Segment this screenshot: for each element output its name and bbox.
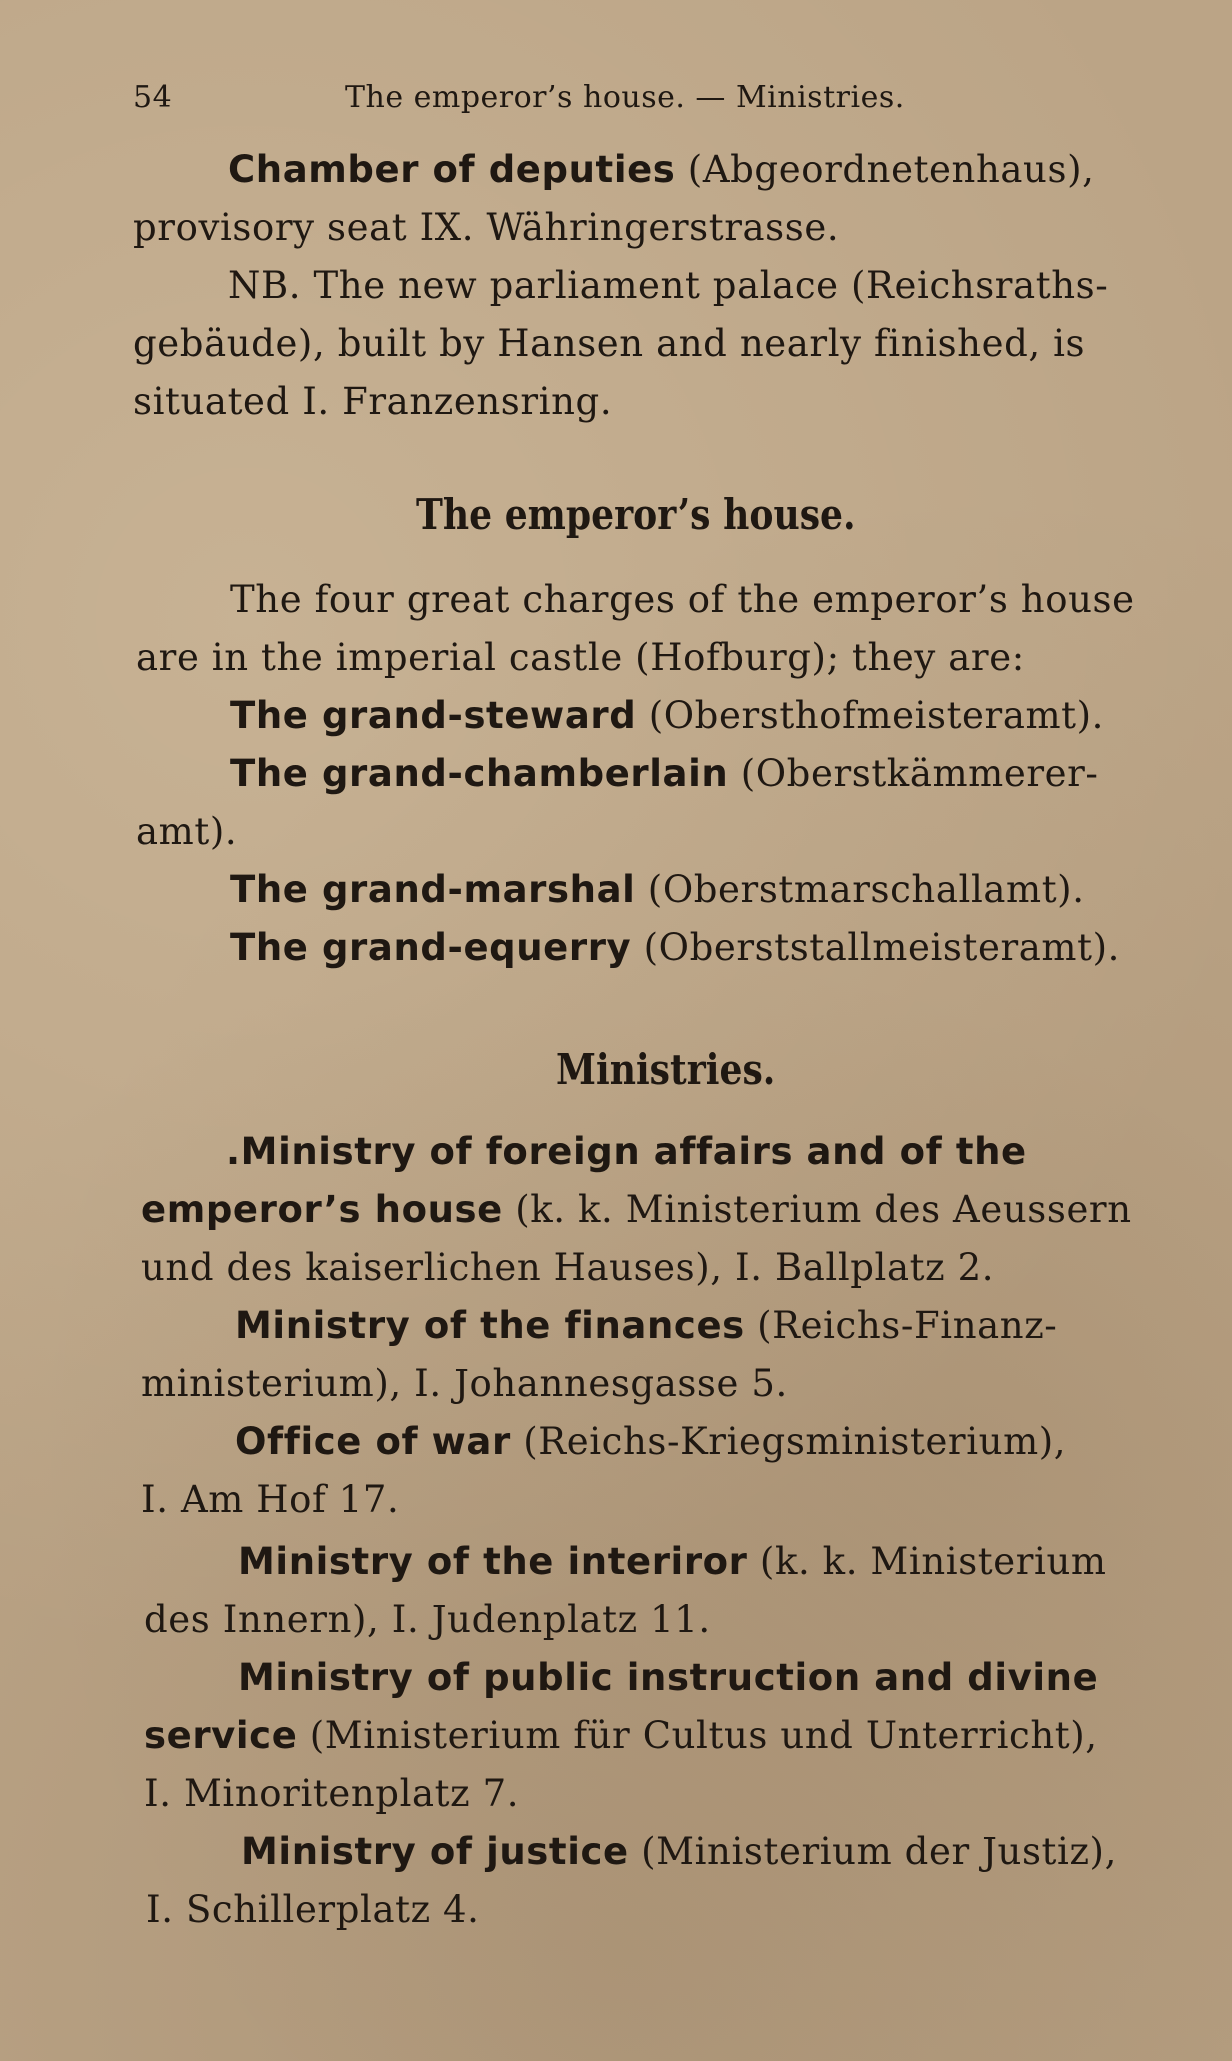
ministry-instruction-line2: service (Ministerium für Cultus und Unterricht), xyxy=(144,1714,1098,1757)
page-number: 54 xyxy=(133,80,173,115)
ministry-finances-line2: ministerium), I. Johannesgasse 5. xyxy=(141,1362,788,1405)
paragraph-chamber-line1: Chamber of deputies (Abgeordnetenhaus), xyxy=(228,148,1095,191)
emperors-house-intro-line2: are in the imperial castle (Hofburg); they are: xyxy=(136,636,1025,679)
ministry-foreign-line2: emperor’s house (k. k. Ministerium des Aeussern xyxy=(141,1188,1132,1231)
nb-line1: NB. The new parliament palace (Reichsraths- xyxy=(228,264,1109,307)
ministry-interior-line1: Ministry of the interiror (k. k. Ministerium xyxy=(238,1540,1107,1583)
nb-line3: situated I. Franzensring. xyxy=(133,380,613,423)
ministry-interior-line2: des Innern), I. Judenplatz 11. xyxy=(144,1598,711,1641)
charge-grand-marshal: The grand-marshal (Oberstmarschallamt). xyxy=(230,868,1085,911)
ministry-instruction-line3: I. Minoritenplatz 7. xyxy=(144,1772,520,1815)
ministry-instruction-line1: Ministry of public instruction and divine xyxy=(238,1656,1099,1699)
office-of-war-line1: Office of war (Reichs-Kriegsministerium), xyxy=(235,1420,1067,1463)
ministry-finances-line1: Ministry of the finances (Reichs-Finanz- xyxy=(235,1304,1058,1347)
section-heading-emperors-house: The emperor’s house. xyxy=(416,490,856,539)
section-heading-ministries: Ministries. xyxy=(556,1045,776,1094)
paragraph-chamber-line2: provisory seat IX. Währingerstrasse. xyxy=(133,206,840,249)
ministry-justice-line1: Ministry of justice (Ministerium der Justiz), xyxy=(241,1830,1117,1873)
charge-grand-chamberlain-line2: amt). xyxy=(136,810,238,853)
office-of-war-line2: I. Am Hof 17. xyxy=(141,1478,400,1521)
charge-grand-chamberlain: The grand-chamberlain (Oberstkämmerer- xyxy=(230,752,1099,795)
charge-grand-equerry: The grand-equerry (Oberststallmeisteramt). xyxy=(230,926,1120,969)
emperors-house-intro-line1: The four great charges of the emperor’s house xyxy=(230,578,1135,621)
ministry-justice-line2: I. Schillerplatz 4. xyxy=(146,1888,480,1931)
term-chamber-of-deputies: Chamber of deputies xyxy=(228,148,676,191)
running-head: The emperor’s house. — Ministries. xyxy=(345,80,905,115)
page-header xyxy=(133,76,1133,120)
ministry-foreign-line1: .Ministry of foreign affairs and of the xyxy=(226,1130,1027,1173)
charge-grand-steward: The grand-steward (Obersthofmeisteramt). xyxy=(230,694,1105,737)
nb-line2: gebäude), built by Hansen and nearly finished, is xyxy=(133,322,1086,365)
ministry-foreign-line3: und des kaiserlichen Hauses), I. Ballplatz 2. xyxy=(141,1246,995,1289)
